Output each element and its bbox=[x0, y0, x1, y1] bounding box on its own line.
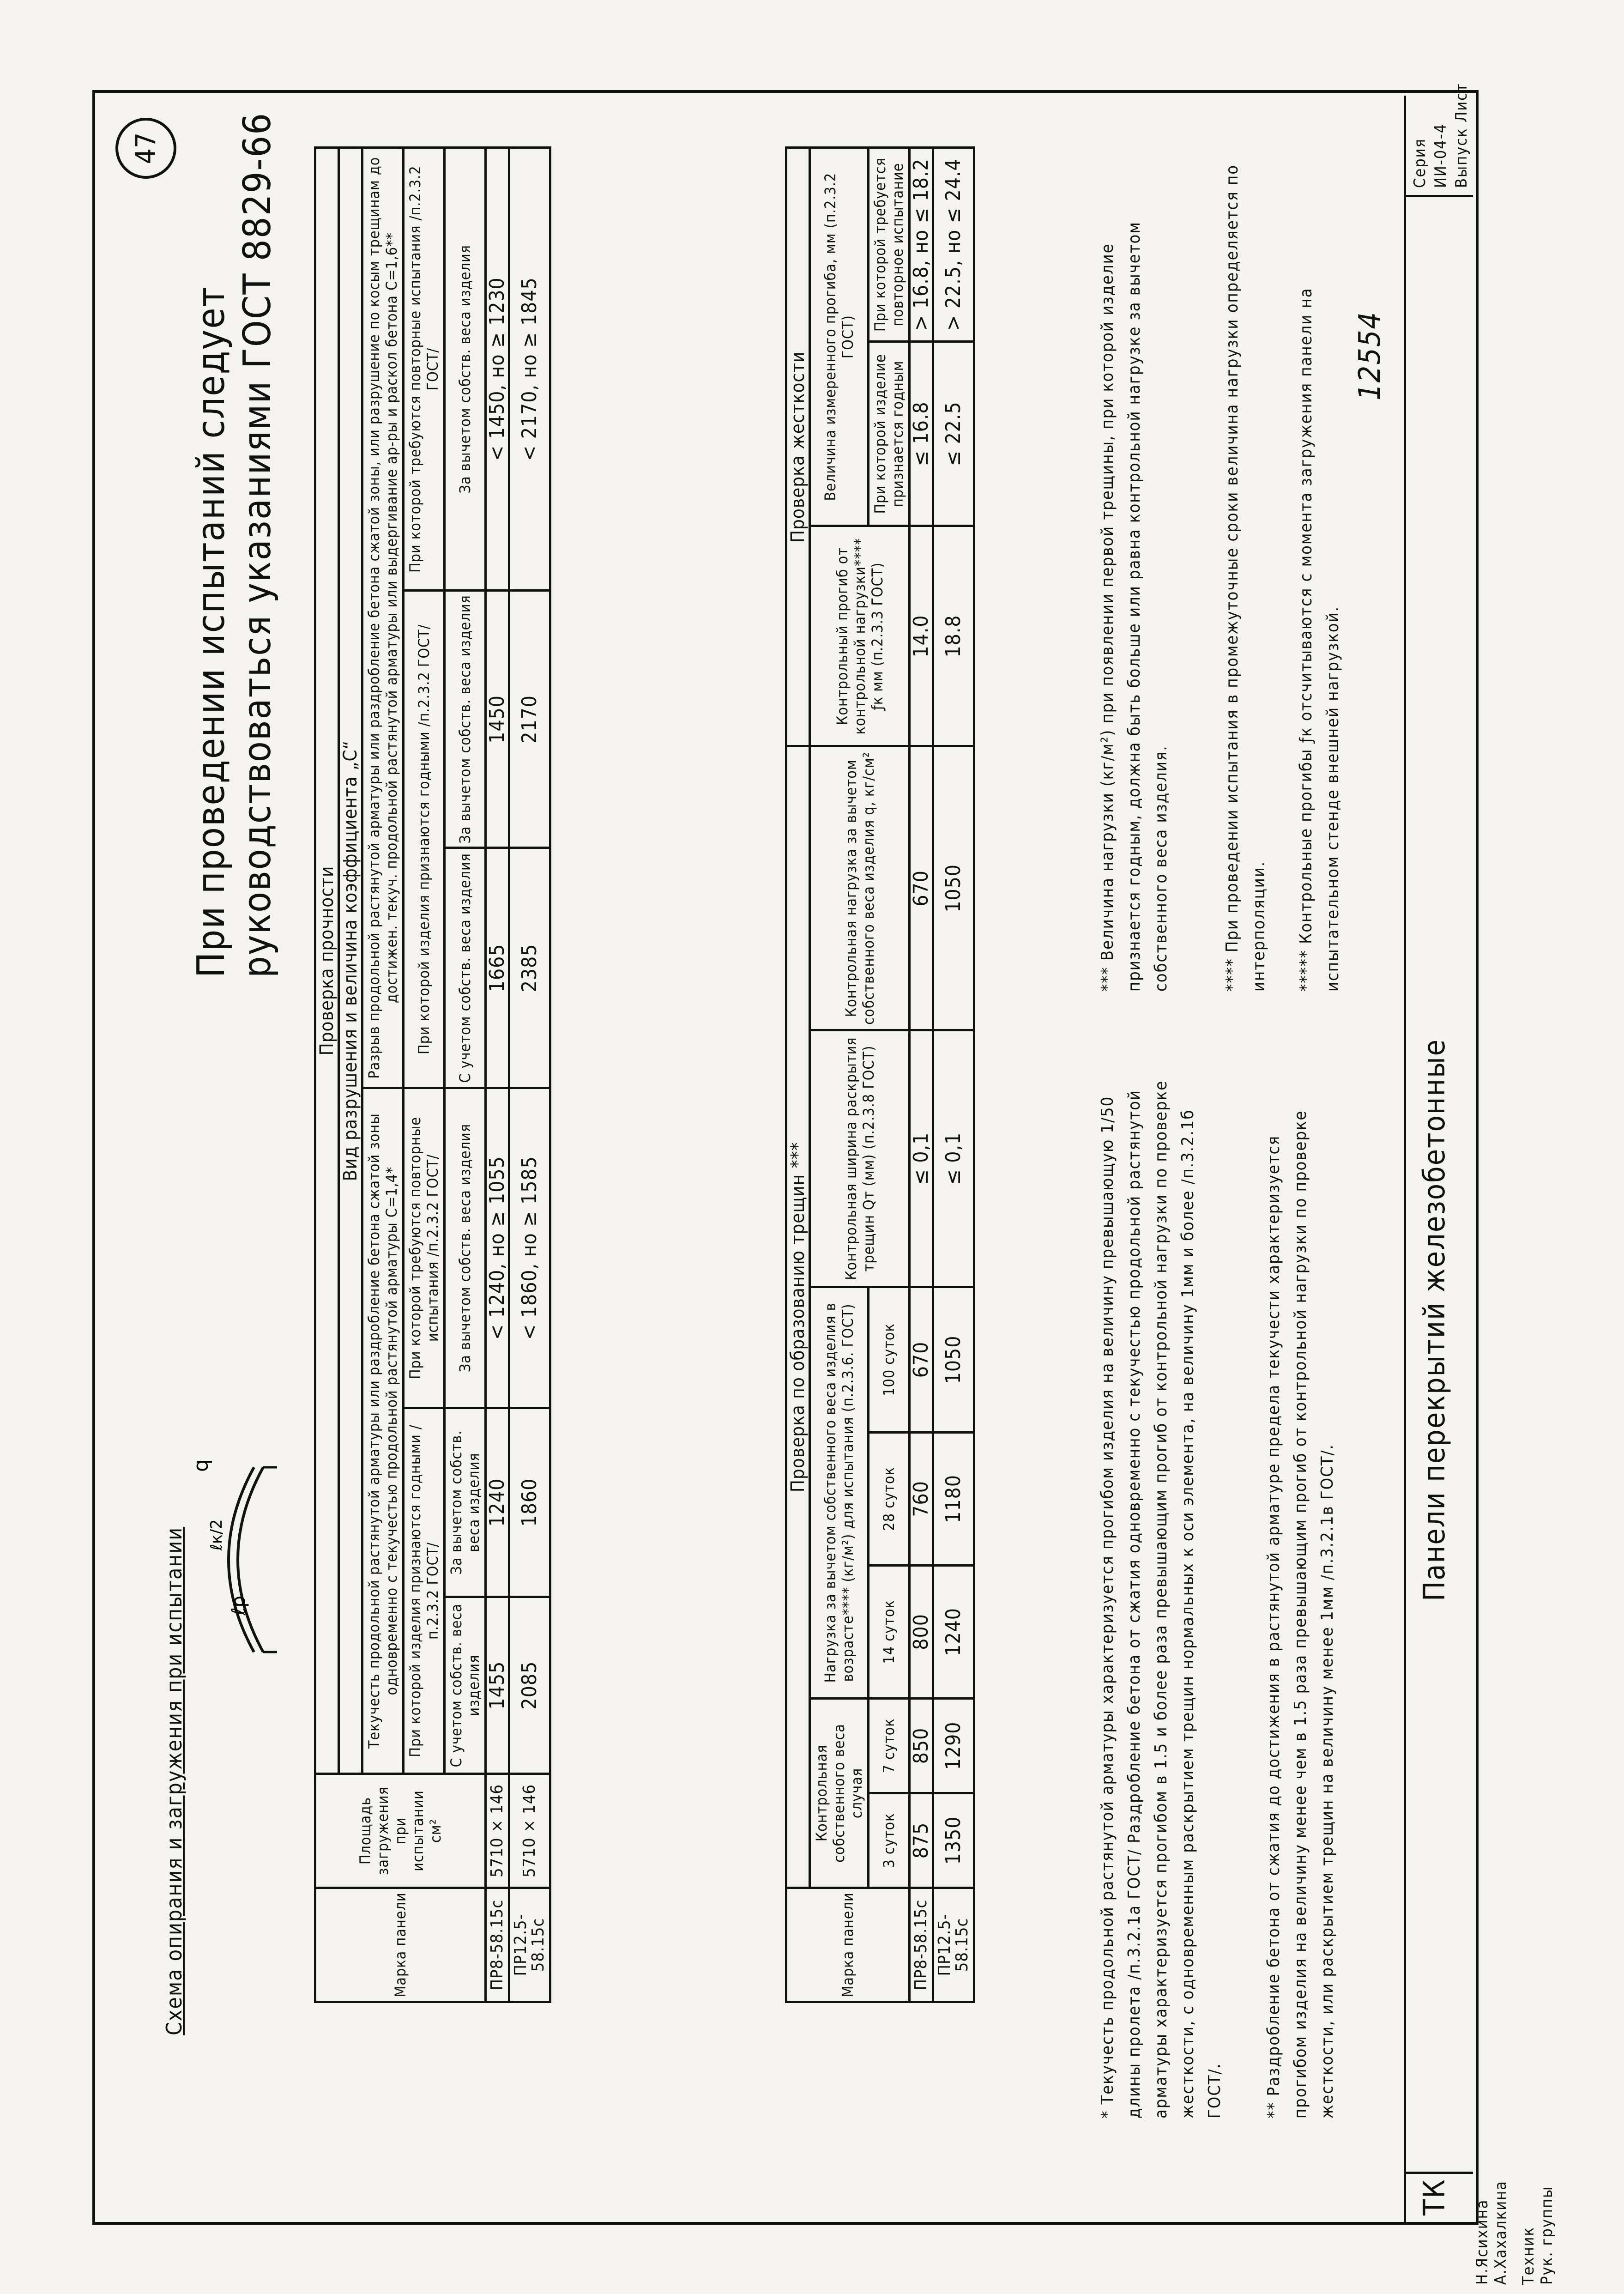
note-3: *** Величина нагрузки (кг/м²) при появлении первой трещины, при которой изделие признается годным, должна быть больше или равна контрольной нагрузке за вычетом собственного веса изделия. bbox=[1098, 221, 1171, 992]
header-line2: руководствоваться указаниями ГОСТ 8829-66 bbox=[235, 112, 279, 978]
row-value: 760 bbox=[910, 1432, 933, 1565]
h-with-2: С учетом собств. веса изделия bbox=[445, 848, 486, 1088]
row-mark: ПР12.5-58.15с bbox=[509, 1888, 550, 2002]
row-value: < 1450, но ≥ 1230 bbox=[486, 148, 509, 591]
row-value: ≤ 0,1 bbox=[910, 1030, 933, 1287]
row-value: 800 bbox=[910, 1565, 933, 1698]
side-name-2: А.Хахалкина bbox=[1491, 2180, 1510, 2285]
row-mark: ПР8-58.15с bbox=[910, 1888, 933, 2002]
footer-divider-1 bbox=[1404, 2172, 1473, 2174]
row-value: 670 bbox=[910, 1287, 933, 1433]
row-value: 1240 bbox=[933, 1565, 974, 1698]
h-ctrl-load: Контрольная нагрузка за вычетом собственного веса изделия q, кг/см² bbox=[810, 746, 910, 1030]
row-value: 14.0 bbox=[910, 526, 933, 746]
day-14: 14 суток bbox=[869, 1565, 910, 1698]
row-value: 1050 bbox=[933, 746, 974, 1030]
row-value: ≤ 0,1 bbox=[933, 1030, 974, 1287]
row-value: 1240 bbox=[486, 1408, 509, 1597]
row-value: ≤ 16.8 bbox=[910, 342, 933, 526]
h-own: Контрольная собственного веса случая bbox=[810, 1698, 869, 1888]
h-width: Контрольная ширина раскрытия трещин Qт (мм) (п.2.3.8 ГОСТ) bbox=[810, 1030, 910, 1287]
side-line bbox=[1131, 2222, 1473, 2225]
type1: Текучесть продольной растянутой арматуры или раздробление бетона сжатой зоны одновременно с текучестью продольной растянутой арматуры С=1,4* bbox=[362, 1088, 404, 1774]
day-3: 3 суток bbox=[869, 1793, 910, 1888]
page-number: 47 bbox=[115, 118, 176, 179]
col-mark: Марка панели bbox=[315, 1888, 486, 2002]
row-value: 1860 bbox=[509, 1408, 550, 1597]
h-measured: Величина измеренного прогиба, мм (п.2.3.2 ГОСТ) bbox=[810, 148, 869, 526]
load2-retest: При которой требуются повторные испытания /п.2.3.2 ГОСТ/ bbox=[404, 148, 445, 591]
row-area: 5710 × 146 bbox=[486, 1774, 509, 1888]
row-value: 1350 bbox=[933, 1793, 974, 1888]
group-title: Проверка прочности bbox=[315, 148, 339, 1774]
row-value: 1050 bbox=[933, 1287, 974, 1433]
row-value: 2085 bbox=[509, 1597, 550, 1774]
h-without-2: За вычетом собств. веса изделия bbox=[445, 1088, 486, 1408]
header-line1: При проведении испытаний следует bbox=[189, 286, 233, 978]
row-value: 2385 bbox=[509, 848, 550, 1088]
row-value: 18.8 bbox=[933, 526, 974, 746]
footer-title: Панели перекрытий железобетонные bbox=[1418, 1038, 1452, 1601]
load2-accept: При которой изделия признаются годными /п.2.3.2 ГОСТ/ bbox=[404, 591, 445, 1088]
note-5: ***** Контрольные прогибы ƒк отсчитываются с момента загружения панели на испытательном стенде внешней нагрузкой. bbox=[1297, 287, 1342, 992]
row-value: 1290 bbox=[933, 1698, 974, 1793]
h-accept: При которой изделие признается годным bbox=[869, 342, 910, 526]
series-value: ИИ-04-4 bbox=[1431, 123, 1450, 188]
row-value: 1455 bbox=[486, 1597, 509, 1774]
series-label: Серия bbox=[1411, 138, 1429, 188]
group-stiff: Проверка жесткости bbox=[786, 148, 810, 747]
h-without-3: За вычетом собств. веса изделия bbox=[445, 591, 486, 848]
note-4: **** При проведении испытания в промежуточные сроки величина нагрузки определяется по интерполяции. bbox=[1223, 164, 1268, 992]
row-value: 875 bbox=[910, 1793, 933, 1888]
day-28: 28 суток bbox=[869, 1432, 910, 1565]
sheet-label: Выпуск Лист bbox=[1452, 83, 1471, 188]
strength-table bbox=[314, 146, 551, 2003]
row-value: ≤ 22.5 bbox=[933, 342, 974, 526]
load1-accept: При которой изделия признаются годными /п.2.3.2 ГОСТ/ bbox=[404, 1408, 445, 1773]
table-row bbox=[509, 148, 550, 2002]
h-ctrl-defl-text: Контрольный прогиб от контрольной нагрузки**** bbox=[833, 538, 869, 735]
row-value: 850 bbox=[910, 1698, 933, 1793]
row-value: > 16.8, но ≤ 18.2 bbox=[910, 148, 933, 342]
row-value: 1180 bbox=[933, 1432, 974, 1565]
svg-text:q: q bbox=[189, 1459, 213, 1472]
note-2: ** Раздробление бетона от сжатия до достижения в растянутой арматуре предела текучести характеризуется прогибом изделия на величину менее чем в 1.5 раза превышающим прогиб от контрольной нагрузки по проверке жесткости, или раскрытием трещин на величину менее 1мм /п.3.2.1в ГОСТ/. bbox=[1264, 1110, 1337, 2118]
row-value: < 1240, но ≥ 1055 bbox=[486, 1088, 509, 1408]
h-load: Нагрузка за вычетом собственного веса изделия в возрасте**** (кг/м²) для испытания (п.2.3.6. ГОСТ) bbox=[810, 1287, 869, 1699]
side-role-2: Рук. группы bbox=[1538, 2185, 1556, 2285]
table-row bbox=[933, 148, 974, 2002]
row-value: 1450 bbox=[486, 591, 509, 848]
svg-text:ℓр: ℓр bbox=[228, 1596, 249, 1615]
row-value: 2170 bbox=[509, 591, 550, 848]
row-value: < 1860, но ≥ 1585 bbox=[509, 1088, 550, 1408]
row-value: > 22.5, но ≤ 24.4 bbox=[933, 148, 974, 342]
load1-retest: При которой требуются повторные испытания /п.2.3.2 ГОСТ/ bbox=[404, 1088, 445, 1408]
table-row bbox=[486, 148, 509, 2002]
h-retest: При которой требуется повторное испытание bbox=[869, 148, 910, 342]
h-without-1: За вычетом собств. веса изделия bbox=[445, 1408, 486, 1597]
stamp-number: 12554 bbox=[1353, 311, 1387, 400]
side-role-1: Техник bbox=[1519, 2227, 1538, 2285]
row-value: < 2170, но ≥ 1845 bbox=[509, 148, 550, 591]
subgroup-title: Вид разрушения и величина коэффициента „С“ bbox=[339, 148, 362, 1774]
scheme-label: Схема опирания и загружения при испытании bbox=[162, 1526, 187, 2035]
table-row bbox=[910, 148, 933, 2002]
row-value: 1665 bbox=[486, 848, 509, 1088]
svg-text:ℓк/2: ℓк/2 bbox=[207, 1519, 226, 1550]
col-area: Площадь загружения при испытании см² bbox=[315, 1774, 486, 1888]
row-value: 670 bbox=[910, 746, 933, 1030]
note-1: * Текучесть продольной растянутой арматуры характеризуется прогибом изделия на величину превышающую 1/50 длины пролета /п.3.2.1а ГОСТ/ Раздробление бетона от сжатия одновременно с текучестью продольной растянутой арматуры характеризуется прогибом в 1.5 и более раза превышающим прогиб от контрольной нагрузки по проверке жесткости, с одновременным раскрытием трещин нормальных к оси элемента, на величину 1мм и более /п.3.2.1б ГОСТ/. bbox=[1098, 1080, 1224, 2118]
row-mark: ПР8-58.15с bbox=[486, 1888, 509, 2002]
h-defl-unit: ƒк мм (п.2.3.3 ГОСТ) bbox=[868, 562, 886, 710]
cracks-stiffness-table bbox=[785, 146, 975, 2003]
footer-line bbox=[1404, 96, 1406, 2225]
h-without-4: За вычетом собств. веса изделия bbox=[445, 148, 486, 591]
day-7: 7 суток bbox=[869, 1698, 910, 1793]
row-mark: ПР12.5-58.15с bbox=[933, 1888, 974, 2002]
day-100: 100 суток bbox=[869, 1287, 910, 1433]
footer-divider-2 bbox=[1404, 195, 1473, 197]
type2: Разрыв продольной растянутой арматуры или раздробление бетона сжатой зоны, или разрушение по косым трещинам до достижен. текуч. продольной растянутой арматуры или выдергивание ар-ры и раскол бетона С=1,6** bbox=[362, 148, 404, 1088]
row-area: 5710 × 146 bbox=[509, 1774, 550, 1888]
group-cracks: Проверка по образованию трещин *** bbox=[786, 746, 810, 1888]
support-scheme-diagram bbox=[175, 1440, 286, 1671]
col-mark-2: Марка панели bbox=[786, 1888, 910, 2002]
footer-tk: ТК bbox=[1418, 2178, 1452, 2215]
side-name-1: Н.Ясихина bbox=[1473, 2199, 1491, 2285]
h-ctrl-defl bbox=[810, 526, 910, 746]
h-with-1: С учетом собств. веса изделия bbox=[445, 1597, 486, 1774]
